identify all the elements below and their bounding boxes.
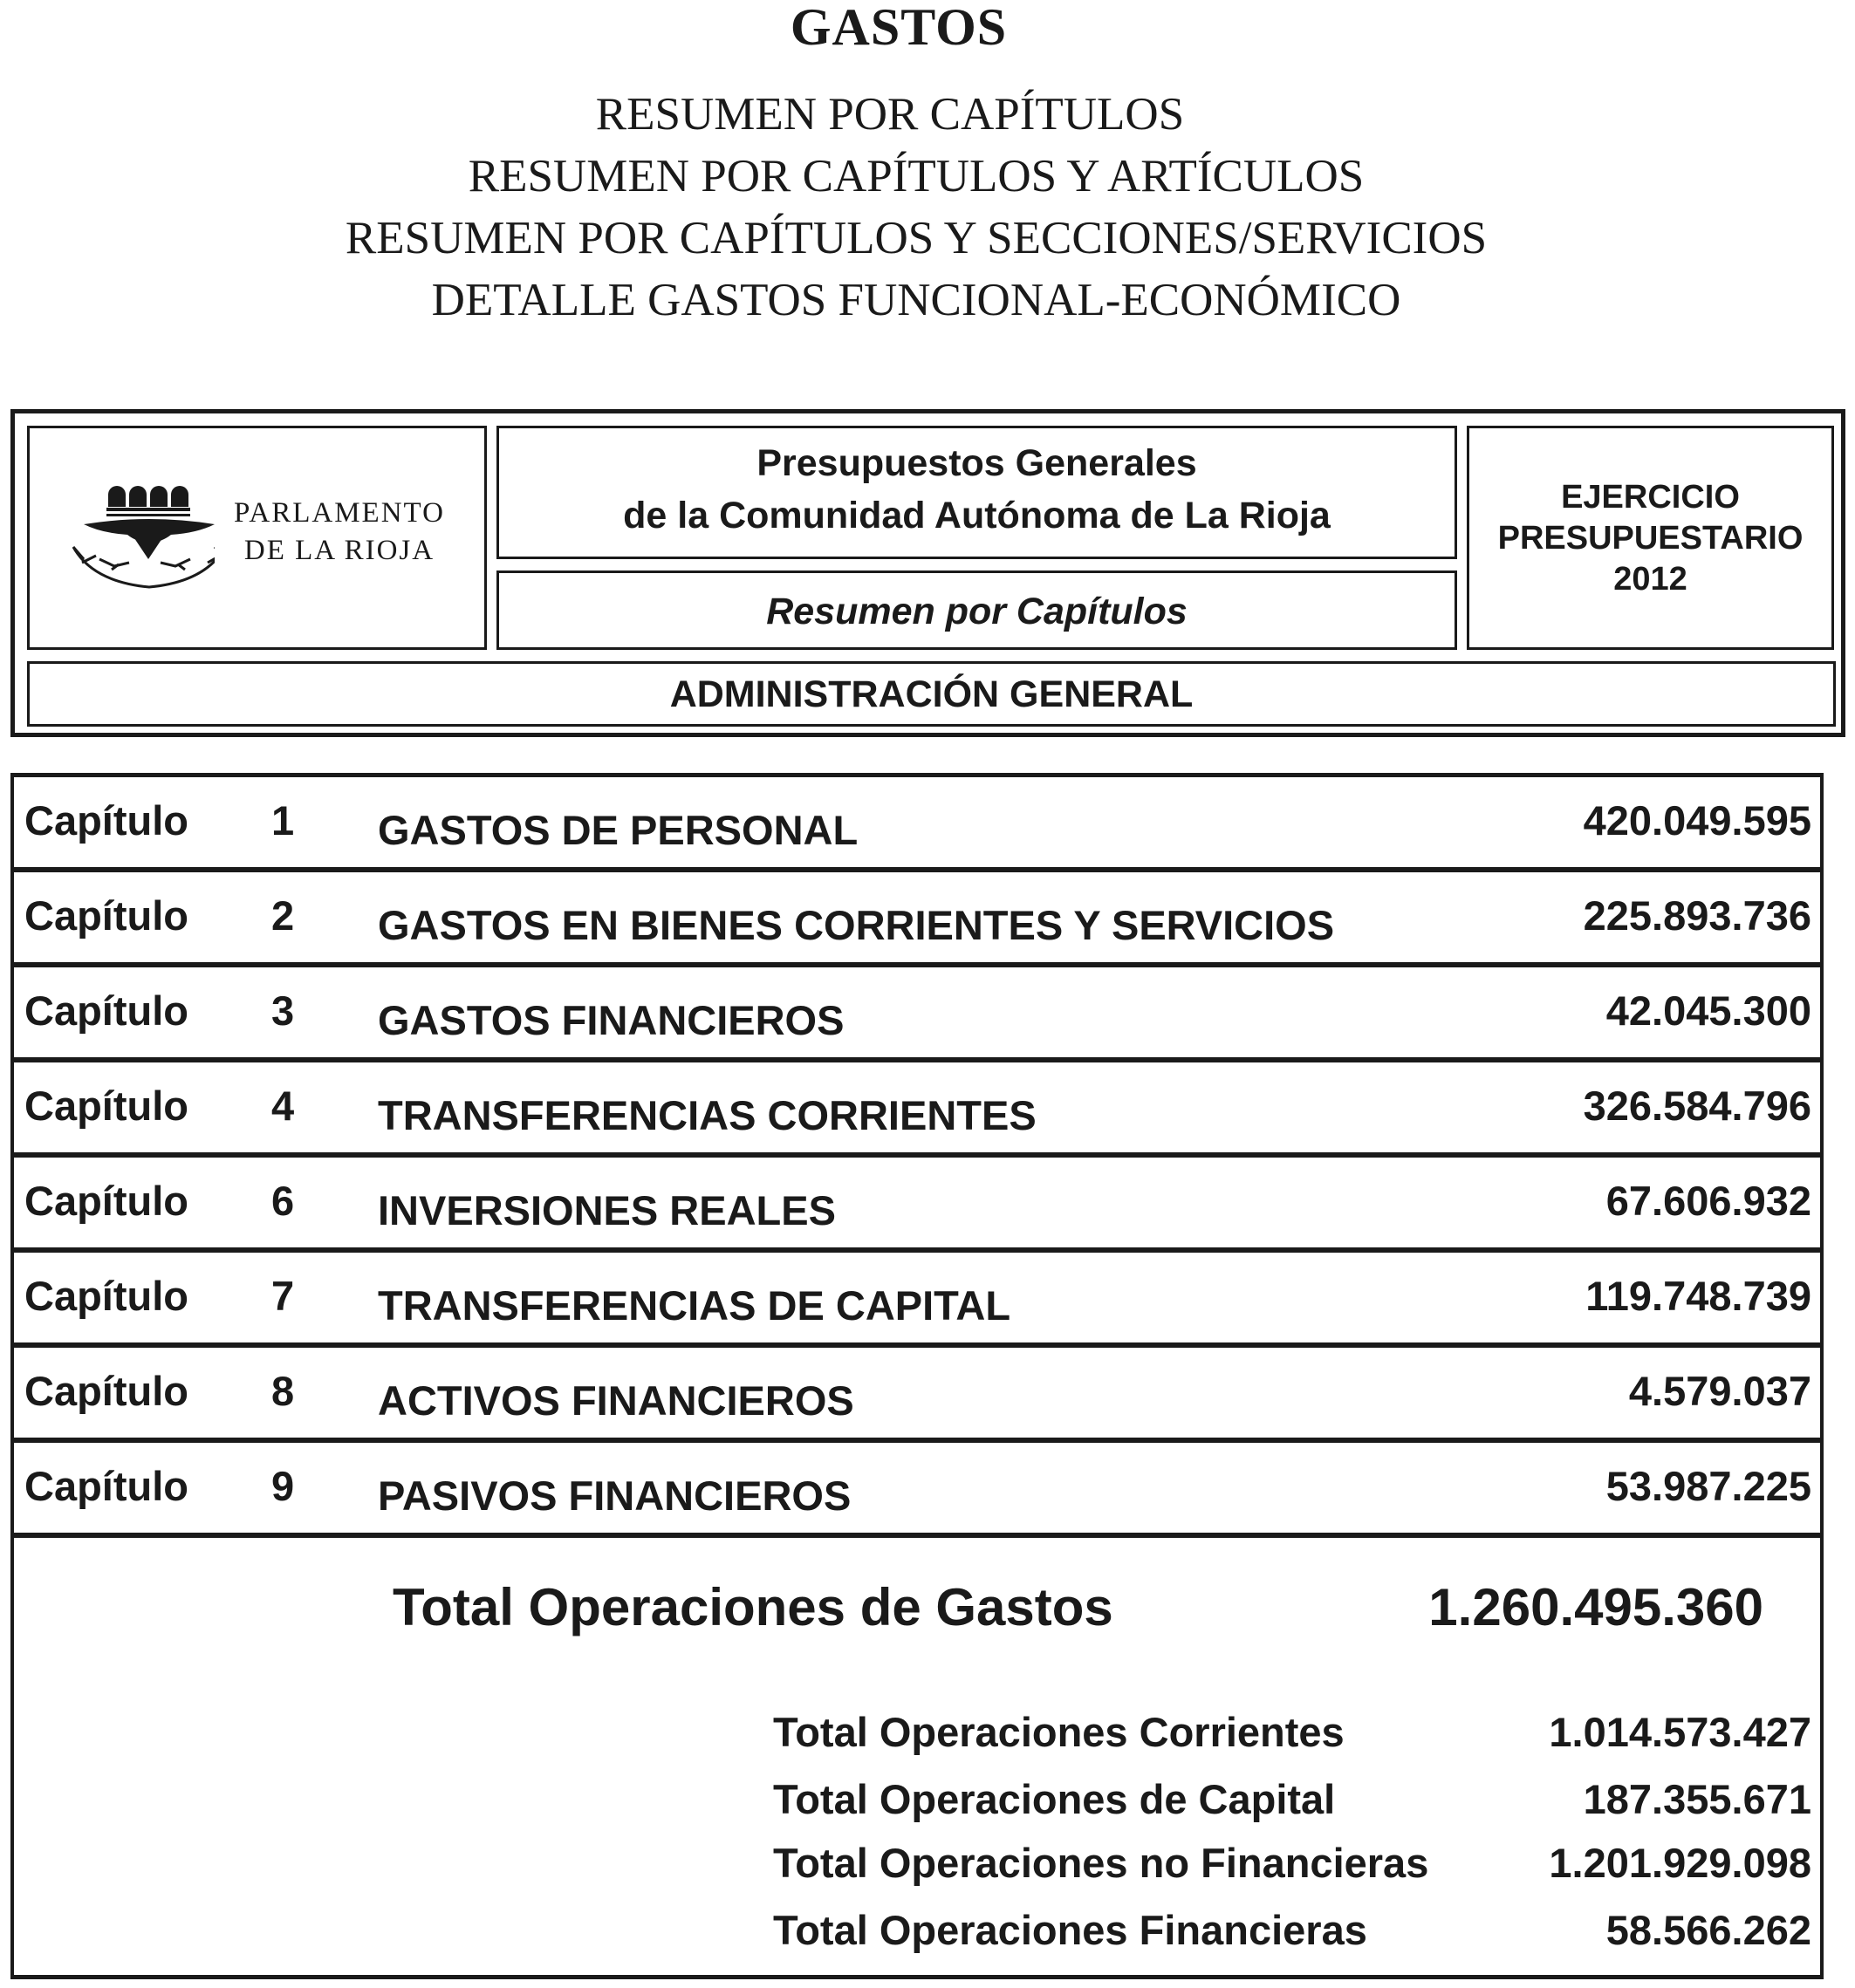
- chapter-name: ACTIVOS FINANCIEROS: [378, 1377, 854, 1424]
- chapter-row: [14, 1158, 1820, 1253]
- chapter-amount: 225.893.736: [1583, 892, 1811, 939]
- chapter-word: Capítulo: [24, 987, 188, 1034]
- subtotal-value: 187.355.671: [1583, 1776, 1811, 1822]
- chapter-word: Capítulo: [24, 892, 188, 939]
- chapter-row: [14, 777, 1820, 872]
- chapter-word: Capítulo: [24, 797, 188, 844]
- chapter-name: INVERSIONES REALES: [378, 1187, 836, 1233]
- logo-text: [226, 495, 453, 570]
- chapter-name: TRANSFERENCIAS CORRIENTES: [378, 1092, 1037, 1138]
- chapter-number: 4: [271, 1083, 295, 1129]
- subtotal-row: [773, 1775, 1811, 1827]
- chapter-name: PASIVOS FINANCIEROS: [378, 1472, 852, 1519]
- subtotal-value: 1.201.929.098: [1549, 1840, 1811, 1886]
- logo-line: DE LA RIOJA: [243, 535, 435, 566]
- subtotal-label: Total Operaciones de Capital: [773, 1776, 1336, 1822]
- chapter-row: [14, 967, 1820, 1062]
- subtotal-row: [773, 1906, 1811, 1958]
- chapter-amount: 4.579.037: [1628, 1368, 1811, 1414]
- chapter-amount: 326.584.796: [1583, 1083, 1811, 1129]
- chapter-number: 7: [271, 1273, 295, 1319]
- chapter-name: GASTOS FINANCIEROS: [378, 997, 845, 1043]
- subtotal-label: Total Operaciones Financieras: [773, 1907, 1367, 1953]
- chapter-word: Capítulo: [24, 1178, 188, 1224]
- subtotal-label: Total Operaciones Corrientes: [773, 1709, 1345, 1755]
- budget-title-box: [496, 426, 1457, 559]
- chapter-number: 9: [271, 1463, 295, 1509]
- logo-line: PARLAMENTO: [234, 497, 445, 529]
- budget-title-line: Presupuestos Generales: [756, 442, 1197, 484]
- subtotal-row: [773, 1839, 1811, 1891]
- chapter-name: GASTOS EN BIENES CORRIENTES Y SERVICIOS: [378, 902, 1335, 948]
- chapter-number: 3: [271, 987, 295, 1034]
- chapter-row: [14, 1443, 1820, 1538]
- chapter-row: [14, 1253, 1820, 1348]
- chapter-amount: 53.987.225: [1605, 1463, 1811, 1509]
- subtotal-label: Total Operaciones no Financieras: [773, 1840, 1429, 1886]
- chapter-amount: 42.045.300: [1605, 987, 1811, 1034]
- subtotal-value: 58.566.262: [1605, 1907, 1811, 1953]
- report-type-box: Resumen por Capítulos: [496, 570, 1457, 650]
- fiscal-year-box: [1467, 426, 1834, 650]
- chapters-table: [10, 773, 1824, 1538]
- chapter-row: [14, 872, 1820, 967]
- totals-section: [10, 1535, 1824, 1979]
- fiscal-year-label: PRESUPUESTARIO: [1497, 520, 1804, 557]
- grand-total-value: 1.260.495.360: [1428, 1578, 1763, 1636]
- page-title: GASTOS: [790, 0, 1008, 56]
- chapter-name: TRANSFERENCIAS DE CAPITAL: [378, 1282, 1011, 1329]
- header-frame: [10, 409, 1845, 737]
- subtitle-line: RESUMEN POR CAPÍTULOS Y SECCIONES/SERVICIOS: [345, 213, 1488, 263]
- grand-total-label: Total Operaciones de Gastos: [393, 1578, 1113, 1636]
- chapter-number: 2: [271, 892, 295, 939]
- chapter-number: 6: [271, 1178, 295, 1224]
- chapter-row: [14, 1062, 1820, 1158]
- parliament-emblem-icon: [66, 479, 215, 592]
- logo-box: [27, 426, 487, 650]
- budget-title-line: de la Comunidad Autónoma de La Rioja: [623, 495, 1331, 536]
- chapter-amount: 67.606.932: [1605, 1178, 1811, 1224]
- subtotal-row: [773, 1708, 1811, 1760]
- fiscal-year-label: EJERCICIO: [1561, 479, 1740, 516]
- chapter-word: Capítulo: [24, 1273, 188, 1319]
- chapter-number: 8: [271, 1368, 295, 1414]
- chapter-word: Capítulo: [24, 1368, 188, 1414]
- chapter-word: Capítulo: [24, 1463, 188, 1509]
- chapter-number: 1: [271, 797, 295, 844]
- section-label: ADMINISTRACIÓN GENERAL: [27, 661, 1836, 727]
- fiscal-year-value: 2012: [1613, 561, 1687, 598]
- subtitle-line: RESUMEN POR CAPÍTULOS Y ARTÍCULOS: [468, 151, 1365, 202]
- chapter-name: GASTOS DE PERSONAL: [378, 807, 859, 853]
- subtitle-line: DETALLE GASTOS FUNCIONAL-ECONÓMICO: [431, 275, 1401, 325]
- chapter-word: Capítulo: [24, 1083, 188, 1129]
- chapter-row: [14, 1348, 1820, 1443]
- subtitle-line: RESUMEN POR CAPÍTULOS: [595, 89, 1185, 140]
- subtitle-list: [0, 84, 1832, 331]
- subtotal-value: 1.014.573.427: [1549, 1709, 1811, 1755]
- chapter-amount: 119.748.739: [1585, 1273, 1811, 1319]
- chapter-amount: 420.049.595: [1583, 797, 1811, 844]
